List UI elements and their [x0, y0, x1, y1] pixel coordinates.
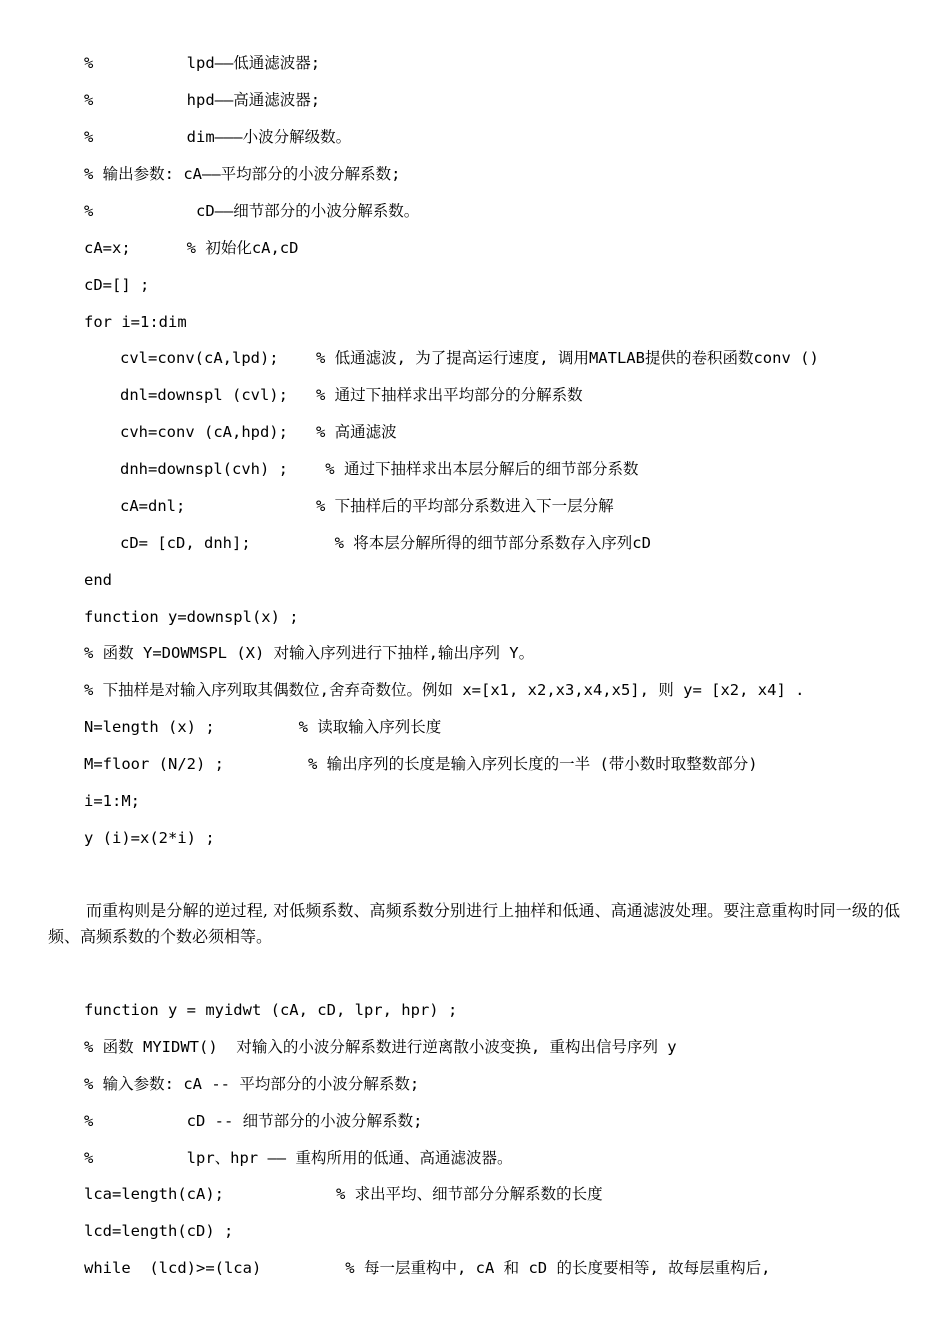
code-line: end — [84, 571, 112, 589]
code-line: function y=downspl(x) ; — [84, 608, 299, 626]
code-line: while (lcd)>=(lca) % 每一层重构中, cA 和 cD 的长度要相等, 故每层重构后, — [84, 1259, 771, 1277]
body-paragraph: 而重构则是分解的逆过程, 对低频系数、高频系数分别进行上抽样和低通、高通滤波处理。要注意重构时同一级的低频、高频系数的个数必须相等。 — [48, 901, 900, 946]
code-line: % lpr、hpr —— 重构所用的低通、高通滤波器。 — [84, 1149, 513, 1167]
code-line: y (i)=x(2*i) ; — [84, 829, 215, 847]
code-line: % 函数 MYIDWT() 对输入的小波分解系数进行逆离散小波变换, 重构出信号序列 y — [84, 1038, 677, 1056]
code-line: % dim———小波分解级数。 — [84, 128, 352, 146]
code-line: % 下抽样是对输入序列取其偶数位,舍弃奇数位。例如 x=[x1, x2,x3,x4,x5], 则 y= [x2, x4] . — [84, 681, 805, 699]
code-line: function y = myidwt (cA, cD, lpr, hpr) ; — [84, 1001, 458, 1019]
code-line: lca=length(cA); % 求出平均、细节部分分解系数的长度 — [84, 1185, 603, 1203]
code-line: cvh=conv (cA,hpd); % 高通滤波 — [120, 423, 397, 441]
code-line: % cD -- 细节部分的小波分解系数; — [84, 1112, 423, 1130]
code-line: M=floor (N/2) ; % 输出序列的长度是输入序列长度的一半 (带小数时取整数部分) — [84, 755, 758, 773]
code-line: for i=1:dim — [84, 313, 187, 331]
code-line: cvl=conv(cA,lpd); % 低通滤波, 为了提高运行速度, 调用MATLAB提供的卷积函数conv () — [120, 349, 819, 367]
code-line: % 输入参数: cA -- 平均部分的小波分解系数; — [84, 1075, 420, 1093]
code-line: cD=[] ; — [84, 276, 150, 294]
code-line: % 函数 Y=DOWMSPL (X) 对输入序列进行下抽样,输出序列 Y。 — [84, 644, 535, 662]
code-line: i=1:M; — [84, 792, 140, 810]
code-line: lcd=length(cD) ; — [84, 1222, 234, 1240]
code-line: cA=x; % 初始化cA,cD — [84, 239, 299, 257]
code-line: dnh=downspl(cvh) ; % 通过下抽样求出本层分解后的细节部分系数 — [120, 460, 639, 478]
code-line: % cD——细节部分的小波分解系数。 — [84, 202, 420, 220]
code-line: cD= [cD, dnh]; % 将本层分解所得的细节部分系数存入序列cD — [120, 534, 651, 552]
code-line: N=length (x) ; % 读取输入序列长度 — [84, 718, 442, 736]
code-line: % lpd——低通滤波器; — [84, 54, 321, 72]
code-line: cA=dnl; % 下抽样后的平均部分系数进入下一层分解 — [120, 497, 614, 515]
code-line: dnl=downspl (cvl); % 通过下抽样求出平均部分的分解系数 — [120, 386, 583, 404]
code-line: % hpd——高通滤波器; — [84, 91, 321, 109]
code-line: % 输出参数: cA——平均部分的小波分解系数; — [84, 165, 401, 183]
